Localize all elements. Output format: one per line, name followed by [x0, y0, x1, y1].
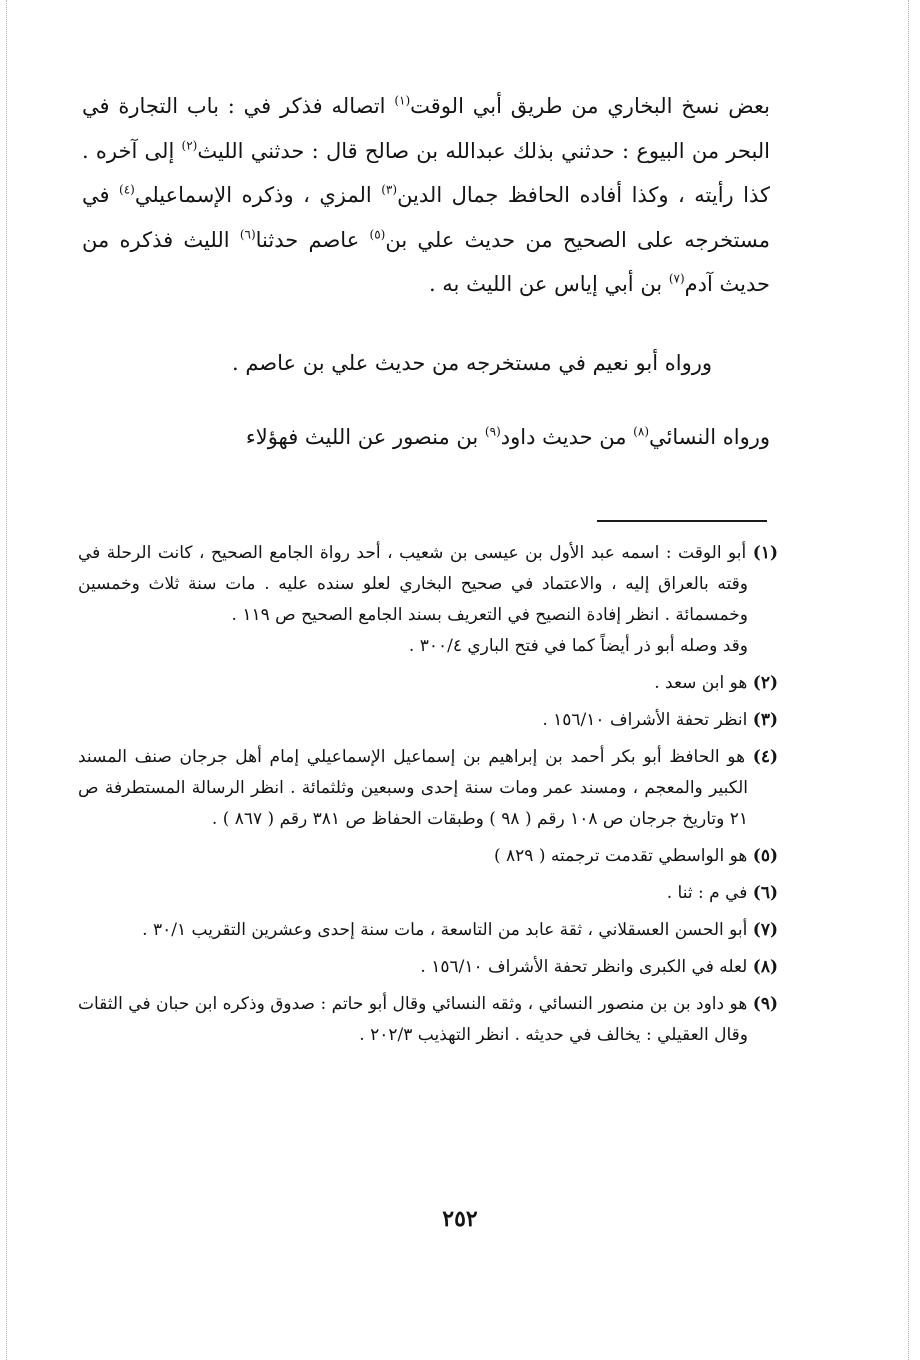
- footnote-9: [78, 989, 778, 1051]
- paragraph-1: [82, 84, 770, 307]
- right-margin-dotted-line: [908, 0, 909, 1360]
- text-run: إلى آخره . كذا رأيته ، وكذا أفاده الحافظ جمال الدين: [82, 138, 771, 207]
- footnote-2: [78, 668, 778, 699]
- footnote-5: [78, 841, 778, 872]
- footnote-number: (٤): [752, 747, 778, 767]
- text-run: بن أبي إياس عن الليث به .: [428, 272, 669, 296]
- footnote-ref-7: (٧): [668, 271, 685, 286]
- text-run: في مستخرجه على الصحيح من حديث علي بن: [82, 183, 771, 252]
- text-run: بعض نسخ البخاري من طريق أبي الوقت: [410, 94, 770, 118]
- footnote-number: (٥): [752, 846, 778, 866]
- footnote-text: انظر تحفة الأشراف ١٥٦/١٠ .: [542, 710, 748, 730]
- footnote-ref-3: (٣): [381, 182, 398, 197]
- footnote-3: [78, 705, 778, 736]
- footnote-text: في م : ثنا .: [666, 883, 748, 903]
- footnote-text: هو ابن سعد .: [654, 673, 748, 693]
- footnote-text: لعله في الكبرى وانظر تحفة الأشراف ١٥٦/١٠ .: [420, 957, 748, 977]
- footnote-number: (٦): [752, 883, 778, 903]
- text-run: ورواه النسائي: [649, 425, 770, 449]
- footnote-number: (٧): [752, 920, 778, 940]
- footnote-number: (١): [752, 543, 778, 563]
- footnote-4: [78, 742, 778, 835]
- footnote-text: أبو الحسن العسقلاني ، ثقة عابد من التاسعة ، مات سنة إحدى وعشرين التقريب ٣٠/١ .: [142, 920, 748, 940]
- footnote-text: هو الحافظ أبو بكر أحمد بن إبراهيم بن إسماعيل الإسماعيلي إمام أهل جرجان صنف المسند الكبير والمعجم ، ومسند عمر ومات سنة إحدى وسبعين وثلثمائة . انظر الرسالة المستطرفة ص ٢١ وتاريخ جرجان ص ١٠٨ رقم ( ٩٨ ) وطبقات الحفاظ ص ٣٨١ رقم ( ٨٦٧ ) .: [78, 747, 748, 829]
- footnote-ref-9: (٩): [484, 424, 501, 439]
- footnote-text: أبو الوقت : اسمه عبد الأول بن عيسى بن شعيب ، أحد رواة الجامع الصحيح ، كانت الرحلة في وقته بالعراق إليه ، والاعتماد في صحيح البخاري لعلو سنده عليه . مات سنة ثلاث وخمسين وخمسمائة . انظر إفادة النصيح في التعريف بسند الجامع الصحيح ص ١١٩ .: [78, 543, 748, 625]
- footnote-extra-line: وقد وصله أبو ذر أيضاً كما في فتح الباري ٣٠٠/٤ .: [408, 636, 748, 656]
- footnotes-section: [78, 538, 778, 1057]
- footnote-ref-2: (٢): [181, 138, 198, 153]
- text-run: من حديث داود: [500, 425, 634, 449]
- page-number: ٢٥٢: [442, 1206, 478, 1232]
- footnote-number: (٣): [752, 710, 778, 730]
- footnote-separator-rule: [597, 520, 767, 522]
- footnote-ref-4: (٤): [119, 182, 135, 197]
- footnote-text: هو داود بن بن منصور النسائي ، وثقه النسائي وقال أبو حاتم : صدوق وذكره ابن حبان في الثقات وقال العقيلي : يخالف في حديثه . انظر التهذيب ٢٠٢/٣ .: [78, 994, 748, 1045]
- footnote-8: [78, 952, 778, 983]
- footnote-number: (٩): [752, 994, 779, 1014]
- text-run: عاصم حدثنا: [255, 227, 370, 252]
- footnote-7: [78, 915, 778, 946]
- paragraph-2: ورواه أبو نعيم في مستخرجه من حديث علي بن عاصم .: [231, 350, 712, 375]
- paragraph-3: [82, 415, 770, 460]
- text-run: اتصاله فذكر في : باب التجارة في البحر من البيوع : حدثني بذلك عبدالله بن صالح قال : حدثني الليث: [82, 94, 771, 163]
- footnote-ref-5: (٥): [369, 227, 386, 242]
- footnote-number: (٨): [752, 957, 778, 977]
- footnote-text: هو الواسطي تقدمت ترجمته ( ٨٢٩ ): [493, 846, 748, 866]
- main-body-text: [82, 84, 770, 460]
- text-run: المزي ، وذكره الإسماعيلي: [134, 183, 382, 207]
- footnote-1: [78, 538, 778, 662]
- text-run: بن منصور عن الليث فهؤلاء: [245, 425, 485, 449]
- footnote-ref-6: (٦): [239, 227, 256, 242]
- footnote-ref-8: (٨): [633, 424, 649, 439]
- left-margin-dotted-line: [6, 0, 7, 1360]
- text-run: الليث فذكره من حديث آدم: [82, 227, 770, 296]
- footnote-number: (٢): [752, 673, 778, 693]
- footnote-6: [78, 878, 778, 909]
- footnote-ref-1: (١): [394, 93, 411, 108]
